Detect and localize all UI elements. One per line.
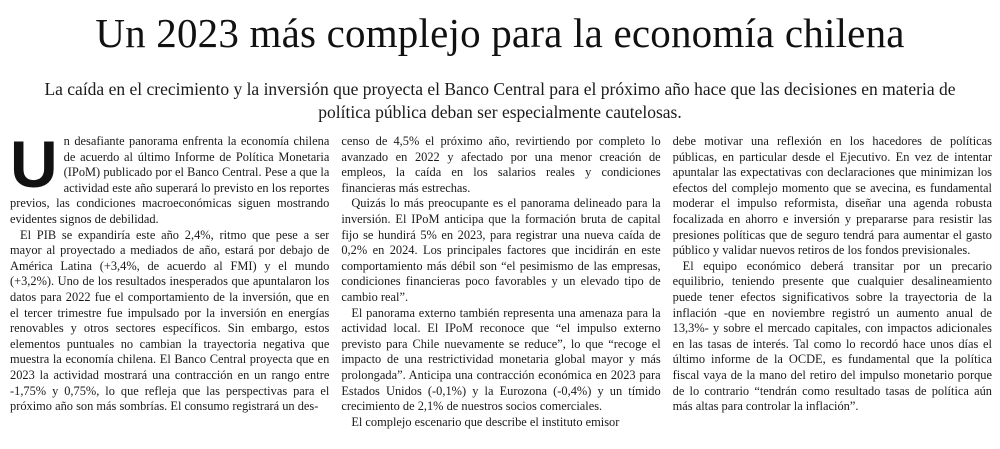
article-column-2 (341, 134, 660, 446)
article-body (10, 134, 992, 446)
article-paragraph: censo de 4,5% el próximo año, revirtiendo por completo lo avanzado en 2022 y afectado por una menor creación de empleos, la caída en los salarios reales y condiciones financieras más estrechas. (341, 134, 661, 195)
headline: Un 2023 más complejo para la economía chilena (95, 10, 905, 56)
drop-cap: U (10, 134, 58, 201)
article-paragraph: debe motivar una reflexión en los hacedores de políticas públicas, en particular desde el Ejecutivo. En vez de intentar apuntalar las expectativas con declaraciones que minimizan los efectos del complejo momento que se avecina, es fundamental moderar el impulso reformista, diseñar una agenda robusta focalizada en ahorro e inversión y prepararse para resistir las presiones políticas que de seguro tendrá para aumentar el gasto público y validar nuevos retiros de los fondos previsionales. (672, 134, 992, 258)
subhead: La caída en el crecimiento y la inversión que proyecta el Banco Central para el próximo año hace que las decisiones en materia de política pública deban ser especialmente cautelosas. (44, 79, 956, 122)
article-column-1 (10, 134, 329, 446)
article-paragraph: El complejo escenario que describe el instituto emisor (351, 414, 620, 429)
paragraph-text: n desafiante panorama enfrenta la economía chilena de acuerdo al último Informe de Política Monetaria (IPoM) publicado por el Banco Central. Pese a que la actividad este año superará lo previsto en los reportes previos, las condiciones macroeconómicas siguen mostrando evidentes signos de debilidad. (10, 134, 330, 226)
article-paragraph (10, 134, 329, 228)
article-paragraph: El equipo económico deberá transitar por un precario equilibrio, teniendo presente que cualquier desalineamiento puede tener efectos significativos sobre la trayectoria de la inflación -que en noviembre registró un aumento anual de 13,3%- y sobre el mercado capitales, con impactos adicionales en las tasas de interés. Tal como lo recordó hace unos días el último informe de la OCDE, es fundamental que la política fiscal vaya de la mano del retiro del impulso monetario porque de lo contrario “tendrán como resultado tasas de política aún más altas para controlar la inflación”. (672, 258, 992, 414)
article-paragraph: El PIB se expandiría este año 2,4%, ritmo que pese a ser mayor al proyectado a mediados de año, estará por debajo de América Latina (+3,4%, de acuerdo al FMI) y el mundo (+3,2%). Uno de los resultados inesperados que apuntalaron los datos para 2022 fue el comportamiento de la inversión, que en el tercer trimestre fue impulsado por la inversión en energías renovables y otros sectores específicos. Sin embargo, estos elementos puntuales no cambian la trayectoria negativa que muestra la economía chilena. El Banco Central proyecta que en 2023 la actividad mostrará una contracción en un rango entre -1,75% y 0,75%, lo que refleja que las perspectivas para el próximo año son más sombrías. El consumo registrará un des- (10, 227, 330, 414)
article-paragraph: Quizás lo más preocupante es el panorama delineado para la inversión. El IPoM anticipa que la formación bruta de capital fijo se hundirá 5% en 2023, para registrar una nueva caída de 0,2% en 2024. Los principales factores que incidirán en este comportamiento más débil son “el pesimismo de las empresas, condiciones financieras poco favorables y un elevado tipo de cambio real”. (341, 196, 661, 304)
article-column-3 (673, 134, 992, 446)
article-paragraph: El panorama externo también representa una amenaza para la actividad local. El IPoM reconoce que “el impulso externo previsto para Chile nuevamente se reduce”, lo que “recoge el impacto de una restrictividad monetaria global mayor y más prolongada”. Anticipa una contracción económica en 2023 para Estados Unidos (-0,1%) y la Eurozona (-0,4%) y un tímido crecimiento de 2,1% de nuestros socios comerciales. (341, 305, 661, 414)
